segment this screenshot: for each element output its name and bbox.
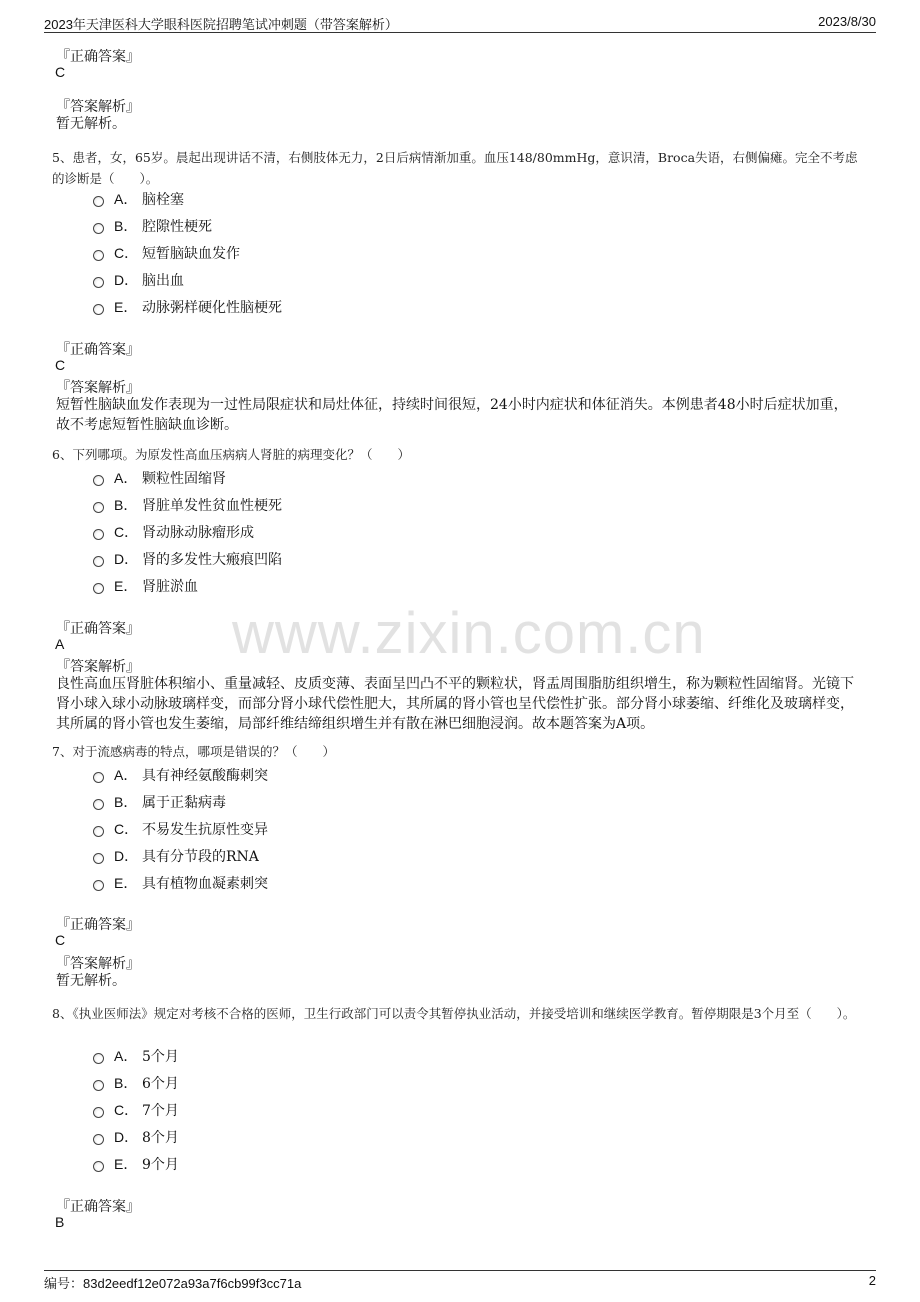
radio-icon[interactable] xyxy=(93,1080,104,1091)
page-number: 2 xyxy=(868,1273,876,1288)
analysis-text: 短暂性脑缺血发作表现为一过性局限症状和局灶体征，持续时间很短，24小时内症状和体征消失。本例患者48小时后症状加重，故不考虑短暂性脑缺血诊断。 xyxy=(56,397,848,433)
option-7-a[interactable]: A． 具有神经氨酸酶刺突 xyxy=(93,765,268,787)
analysis-label: 『答案解析』 xyxy=(56,659,140,675)
correct-answer: C xyxy=(55,64,66,80)
radio-icon[interactable] xyxy=(93,250,104,261)
correct-answer: C xyxy=(55,357,66,373)
analysis-label: 『答案解析』 xyxy=(56,380,140,396)
option-6-e[interactable]: E． 肾脏淤血 xyxy=(93,576,198,598)
analysis-text: 暂无解析。 xyxy=(56,973,126,989)
radio-icon[interactable] xyxy=(93,304,104,315)
option-6-c[interactable]: C． 肾动脉动脉瘤形成 xyxy=(93,522,254,544)
correct-answer-label: 『正确答案』 xyxy=(56,917,140,933)
option-7-d[interactable]: D． 具有分节段的RNA xyxy=(93,846,259,868)
option-7-c[interactable]: C． 不易发生抗原性变异 xyxy=(93,819,268,841)
option-8-a[interactable]: A． 5个月 xyxy=(93,1046,179,1068)
document-date: 2023/8/30 xyxy=(818,14,876,29)
radio-icon[interactable] xyxy=(93,826,104,837)
option-8-c[interactable]: C． 7个月 xyxy=(93,1100,179,1122)
correct-answer: C xyxy=(55,932,66,948)
radio-icon[interactable] xyxy=(93,799,104,810)
option-7-e[interactable]: E． 具有植物血凝素刺突 xyxy=(93,873,268,895)
option-5-a[interactable]: A． 脑栓塞 xyxy=(93,189,184,211)
radio-icon[interactable] xyxy=(93,1053,104,1064)
radio-icon[interactable] xyxy=(93,853,104,864)
question-6: 6、下列哪项。为原发性高血压病病人肾脏的病理变化？（ ） xyxy=(52,447,410,462)
radio-icon[interactable] xyxy=(93,502,104,513)
radio-icon[interactable] xyxy=(93,529,104,540)
option-5-b[interactable]: B． 腔隙性梗死 xyxy=(93,216,212,238)
analysis-label: 『答案解析』 xyxy=(56,956,140,972)
option-6-a[interactable]: A． 颗粒性固缩肾 xyxy=(93,468,226,490)
question-5: 5、患者，女，65岁。晨起出现讲话不清，右侧肢体无力，2日后病情渐加重。血压148/80mmHg，意识清，Broca失语，右侧偏瘫。完全不考虑的诊断是（ ）。 xyxy=(52,150,858,186)
watermark: www.zixin.com.cn xyxy=(232,601,706,666)
option-7-b[interactable]: B． 属于正黏病毒 xyxy=(93,792,226,814)
radio-icon[interactable] xyxy=(93,475,104,486)
correct-answer: B xyxy=(55,1214,65,1230)
radio-icon[interactable] xyxy=(93,556,104,567)
question-7: 7、对于流感病毒的特点，哪项是错误的？（ ） xyxy=(52,744,335,759)
correct-answer-label: 『正确答案』 xyxy=(56,1199,140,1215)
option-6-b[interactable]: B． 肾脏单发性贫血性梗死 xyxy=(93,495,282,517)
correct-answer-label: 『正确答案』 xyxy=(56,49,140,65)
radio-icon[interactable] xyxy=(93,196,104,207)
question-8: 8、《执业医师法》规定对考核不合格的医师，卫生行政部门可以责令其暂停执业活动，并接受培训和继续医学教育。暂停期限是3个月至（ ）。 xyxy=(52,1006,856,1021)
option-8-d[interactable]: D． 8个月 xyxy=(93,1127,179,1149)
analysis-label: 『答案解析』 xyxy=(56,99,140,115)
option-6-d[interactable]: D． 肾的多发性大瘢痕凹陷 xyxy=(93,549,282,571)
correct-answer-label: 『正确答案』 xyxy=(56,342,140,358)
radio-icon[interactable] xyxy=(93,1161,104,1172)
radio-icon[interactable] xyxy=(93,1107,104,1118)
radio-icon[interactable] xyxy=(93,772,104,783)
page-header xyxy=(44,12,876,33)
document-code: 编号：83d2eedf12e072a93a7f6cb99f3cc71a xyxy=(44,1276,302,1291)
radio-icon[interactable] xyxy=(93,1134,104,1145)
document-title: 2023年天津医科大学眼科医院招聘笔试冲刺题（带答案解析） xyxy=(44,17,398,32)
analysis-text: 暂无解析。 xyxy=(56,116,126,132)
radio-icon[interactable] xyxy=(93,880,104,891)
option-5-e[interactable]: E． 动脉粥样硬化性脑梗死 xyxy=(93,297,282,319)
radio-icon[interactable] xyxy=(93,223,104,234)
correct-answer: A xyxy=(55,636,65,652)
radio-icon[interactable] xyxy=(93,583,104,594)
page-footer xyxy=(44,1270,876,1293)
radio-icon[interactable] xyxy=(93,277,104,288)
option-8-b[interactable]: B． 6个月 xyxy=(93,1073,179,1095)
option-8-e[interactable]: E． 9个月 xyxy=(93,1154,179,1176)
analysis-text: 良性高血压肾脏体积缩小、重量减轻、皮质变薄、表面呈凹凸不平的颗粒状，肾盂周围脂肪组织增生，称为颗粒性固缩肾。光镜下肾小球入球小动脉玻璃样变，而部分肾小球代偿性肥大，其所属的肾小管也呈代偿性扩张。部分肾小球萎缩、纤维化及玻璃样变，其所属的肾小管也发生萎缩，局部纤维结缔组织增生并有散在淋巴细胞浸润。故本题答案为A项。 xyxy=(56,676,854,732)
correct-answer-label: 『正确答案』 xyxy=(56,621,140,637)
option-5-c[interactable]: C． 短暂脑缺血发作 xyxy=(93,243,240,265)
option-5-d[interactable]: D． 脑出血 xyxy=(93,270,184,292)
